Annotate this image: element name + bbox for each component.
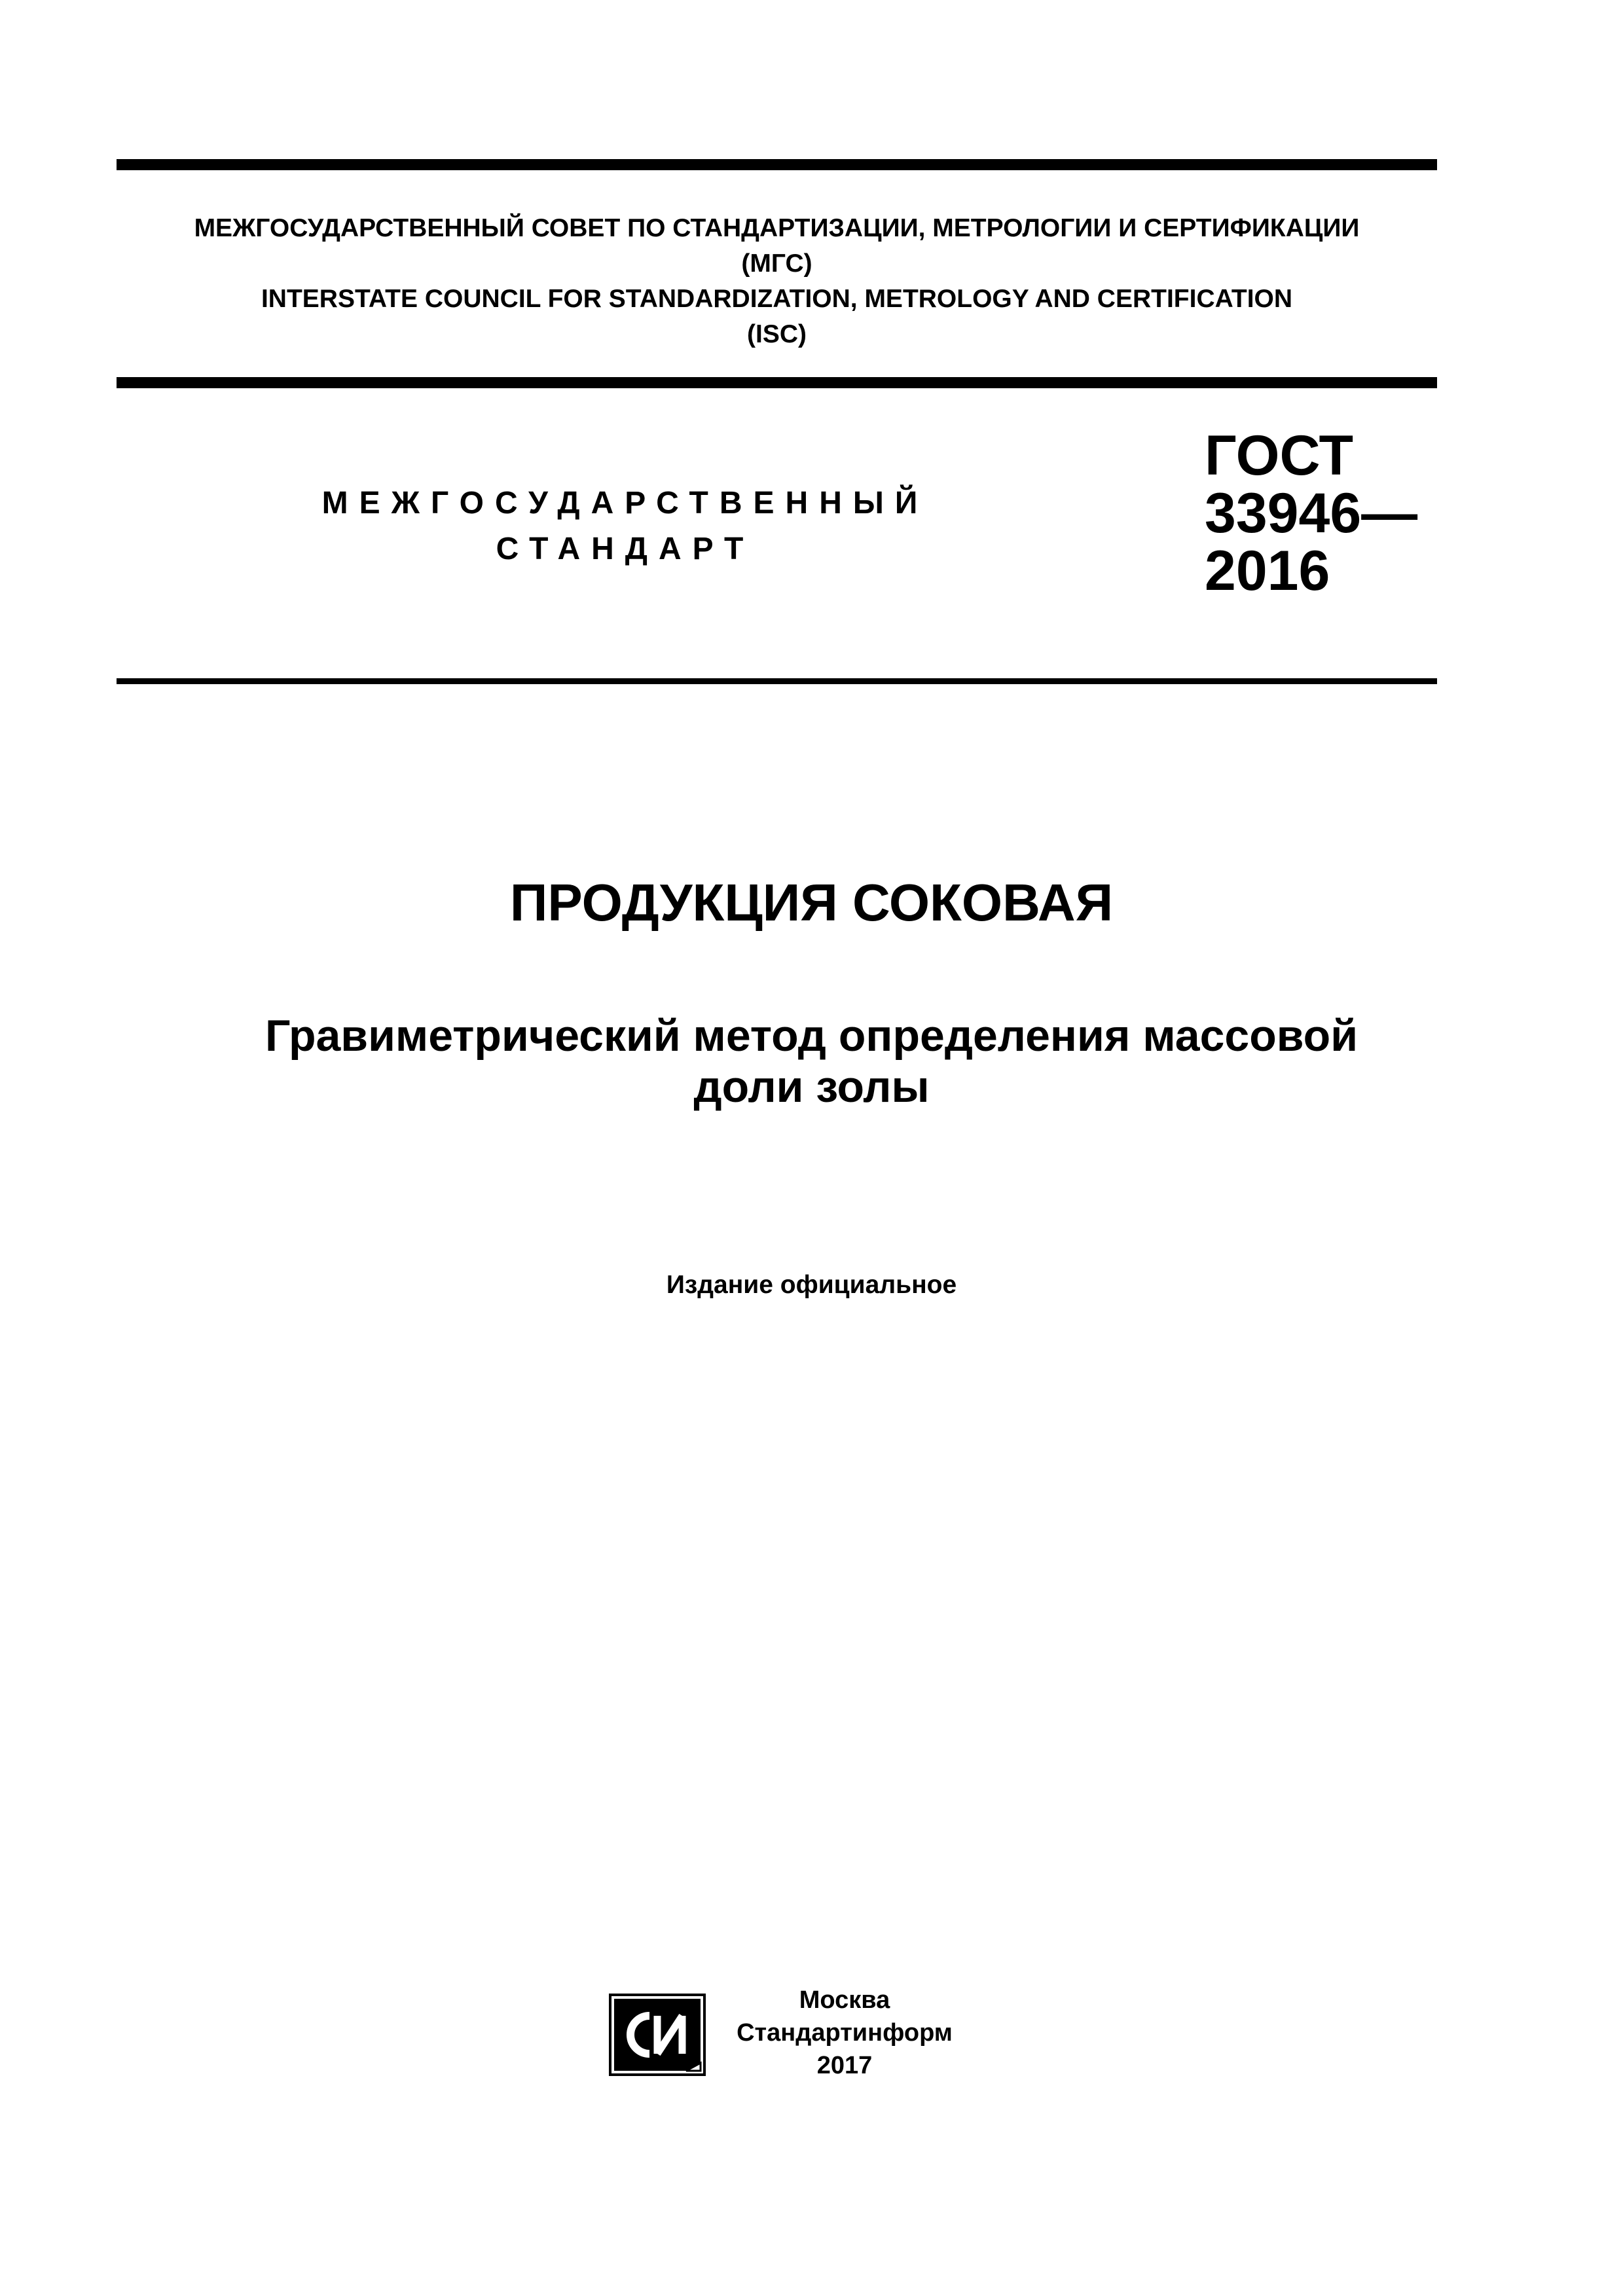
middle-divider-thick: [117, 377, 1437, 388]
council-abbr-ru: (МГС): [741, 249, 812, 278]
document-title: ПРОДУКЦИЯ СОКОВАЯ: [509, 873, 1114, 932]
standard-type-line1: МЕЖГОСУДАРСТВЕННЫЙ: [321, 486, 929, 520]
publication-year: 2017: [816, 2052, 873, 2079]
standard-type-line2: СТАНДАРТ: [496, 532, 755, 566]
standard-type: [275, 481, 976, 572]
gost-label: ГОСТ: [1205, 424, 1354, 487]
standartinform-logo-icon: [609, 1994, 706, 2076]
gost-year: 2016: [1205, 539, 1330, 602]
publisher-name: Стандартинформ: [737, 2019, 953, 2047]
gost-designation: [1205, 424, 1418, 602]
gost-number: 33946—: [1205, 482, 1418, 545]
document-subtitle: [0, 1010, 1623, 1112]
council-name-ru: МЕЖГОСУДАРСТВЕННЫЙ СОВЕТ ПО СТАНДАРТИЗАЦИИ, МЕТРОЛОГИИ И СЕРТИФИКАЦИИ: [194, 214, 1360, 242]
publisher-block: [720, 1984, 969, 2082]
bottom-divider-thin: [117, 678, 1437, 684]
council-header: [117, 211, 1437, 352]
document-subtitle-line2: доли золы: [693, 1062, 930, 1112]
publisher-city: Москва: [799, 1986, 890, 2014]
council-abbr-en: (ISC): [747, 320, 807, 348]
top-divider-thick: [117, 159, 1437, 170]
council-name-en: INTERSTATE COUNCIL FOR STANDARDIZATION, METROLOGY AND CERTIFICATION: [261, 285, 1293, 313]
document-subtitle-line1: Гравиметрический метод определения массовой: [264, 1011, 1359, 1061]
edition-note: Издание официальное: [666, 1271, 957, 1299]
